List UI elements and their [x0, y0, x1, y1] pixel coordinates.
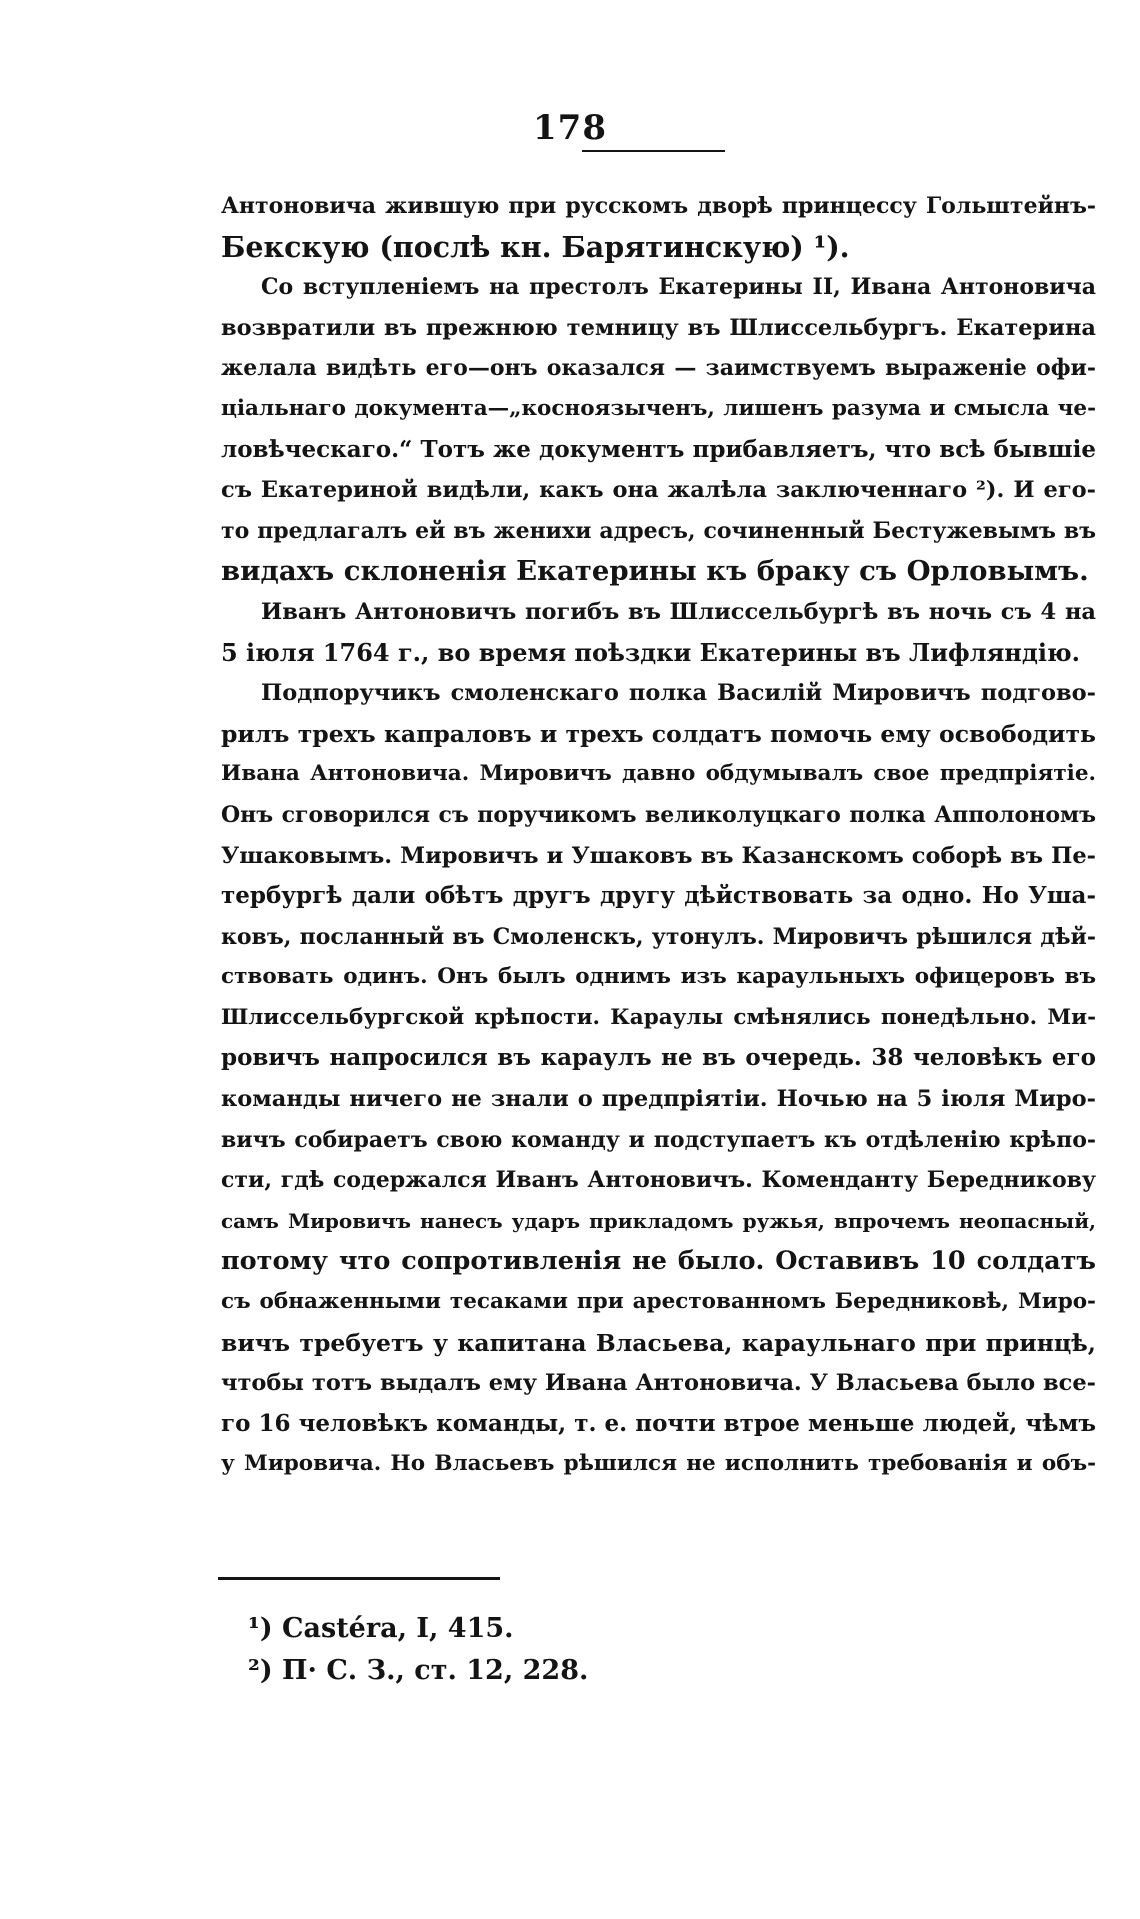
- text-line: ловѣческаго.“ Тотъ же документъ прибавляетъ, что всѣ бывшіе: [221, 435, 1096, 463]
- footnote-mark: ²): [248, 1655, 273, 1686]
- text-line: ствовать одинъ. Онъ былъ однимъ изъ караульныхъ офицеровъ въ: [221, 964, 1096, 990]
- footnote-text: Castéra, I, 415.: [282, 1613, 514, 1644]
- text-line: Подпоручикъ смоленскаго полка Василій Мировичъ подгово-: [261, 680, 1096, 707]
- text-line: 5 іюля 1764 г., во время поѣздки Екатерины въ Лифляндію.: [221, 637, 1080, 667]
- text-line: Ушаковымъ. Мировичъ и Ушаковъ въ Казанскомъ соборѣ въ Пе-: [221, 842, 1096, 869]
- footnote-text: П· С. З., ст. 12, 228.: [282, 1655, 589, 1686]
- footnote-1: [248, 1608, 948, 1650]
- footnote-rule: [218, 1577, 500, 1580]
- text-line: съ Екатериной видѣли, какъ она жалѣла заключеннаго ²). И его-: [221, 477, 1096, 504]
- text-line: желала видѣть его—онъ оказался — заимствуемъ выраженіе офи-: [221, 355, 1096, 382]
- text-line: чтобы тотъ выдалъ ему Ивана Антоновича. У Власьева было все-: [221, 1370, 1096, 1397]
- text-line: самъ Мировичъ нанесъ ударъ прикладомъ ружья, впрочемъ неопасный,: [221, 1208, 1096, 1233]
- footnotes: [248, 1608, 948, 1692]
- text-line: вичъ собираетъ свою команду и подступаетъ къ отдѣленію крѣпо-: [221, 1126, 1096, 1153]
- text-line: Антоновича жившую при русскомъ дворѣ принцессу Гольштейнъ-: [221, 193, 1096, 219]
- text-line: вичъ требуетъ у капитана Власьева, караульнаго при принцѣ,: [221, 1328, 1096, 1357]
- text-line: го 16 человѣкъ команды, т. е. почти втрое меньше людей, чѣмъ: [221, 1409, 1096, 1437]
- text-line: то предлагалъ ей въ женихи адресъ, сочиненный Бестужевымъ въ: [221, 517, 1096, 544]
- text-line: ровичъ напросился въ караулъ не въ очередь. 38 человѣкъ его: [221, 1044, 1096, 1072]
- text-line: Бекскую (послѣ кн. Барятинскую) ¹).: [221, 229, 850, 264]
- text-line: сти, гдѣ содержался Иванъ Антоновичъ. Коменданту Бередникову: [221, 1167, 1096, 1194]
- text-line: Ивана Антоновича. Мировичъ давно обдумывалъ свое предпріятіе.: [221, 761, 1096, 787]
- text-line: Онъ сговорился съ поручикомъ великолуцкаго полка Апполономъ: [221, 801, 1096, 828]
- text-line: видахъ склоненія Екатерины къ браку съ Орловымъ.: [221, 555, 1089, 588]
- page-number: [0, 108, 1140, 152]
- text-line: ціальнаго документа—„косноязыченъ, лишенъ разума и смысла че-: [221, 395, 1096, 421]
- text-line: ковъ, посланный въ Смоленскъ, утонулъ. Мировичъ рѣшился дѣй-: [221, 923, 1096, 950]
- page-number-text: 178: [533, 108, 607, 148]
- text-line: тербургѣ дали обѣтъ другъ другу дѣйствовать за одно. Но Уша-: [221, 882, 1096, 910]
- text-line: Иванъ Антоновичъ погибъ въ Шлиссельбургѣ въ ночь съ 4 на: [261, 598, 1096, 625]
- body-text: [221, 186, 1096, 1485]
- footnote-2: [248, 1650, 948, 1692]
- text-line: Шлиссельбургской крѣпости. Караулы смѣнялись понедѣльно. Ми-: [221, 1004, 1096, 1030]
- text-line: съ обнаженными тесаками при арестованномъ Бередниковѣ, Миро-: [221, 1289, 1096, 1315]
- text-line: потому что сопротивленія не было. Оставивъ 10 солдатъ: [221, 1246, 1096, 1277]
- text-line: у Мировича. Но Власьевъ рѣшился не исполнить требованія и объ-: [221, 1451, 1096, 1477]
- text-line: Со вступленіемъ на престолъ Екатерины II, Ивана Антоновича: [261, 274, 1096, 301]
- footnote-mark: ¹): [248, 1613, 273, 1644]
- header-rule: [582, 150, 725, 152]
- text-line: рилъ трехъ капраловъ и трехъ солдатъ помочь ему освободить: [221, 719, 1096, 748]
- text-line: команды ничего не знали о предпріятіи. Ночью на 5 іюля Миро-: [221, 1086, 1096, 1113]
- text-line: возвратили въ прежнюю темницу въ Шлиссельбургъ. Екатерина: [221, 314, 1096, 341]
